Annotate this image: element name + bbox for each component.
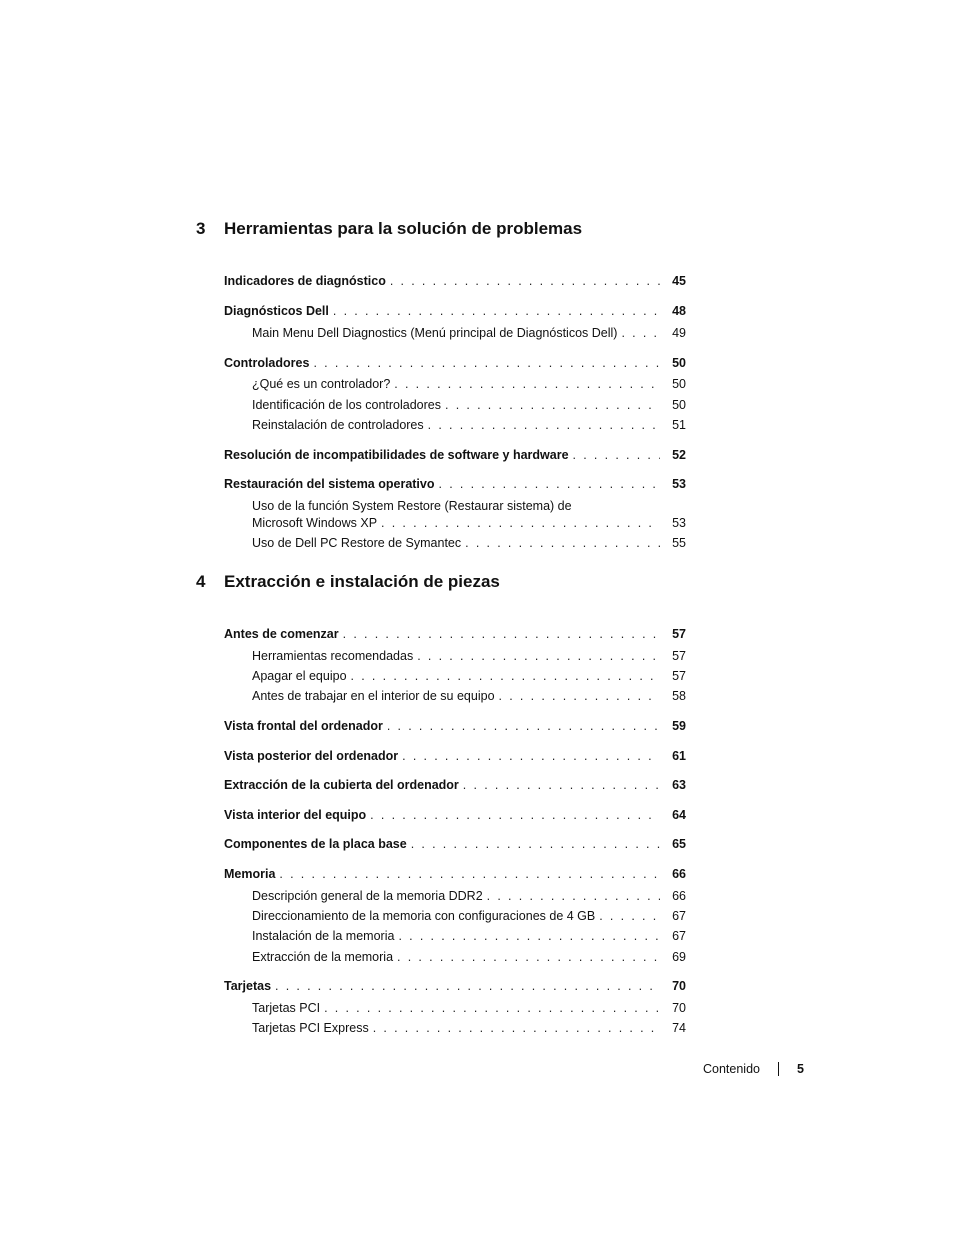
toc-subentry[interactable] <box>252 418 686 432</box>
toc-entry[interactable] <box>224 867 686 881</box>
footer-section: Contenido <box>703 1062 760 1076</box>
entry-page: 57 <box>672 649 686 663</box>
entry-page: 70 <box>672 979 686 993</box>
chapter-number: 4 <box>196 572 206 591</box>
chapter-heading <box>196 572 686 592</box>
toc-subentry[interactable] <box>252 889 686 903</box>
toc-entry[interactable] <box>224 448 686 462</box>
entry-page: 48 <box>672 304 686 318</box>
chapter-3 <box>196 219 686 550</box>
toc-entry[interactable] <box>224 627 686 641</box>
chapter-title: Herramientas para la solución de problemas <box>224 219 583 238</box>
chapter-4 <box>196 572 686 1035</box>
entry-title: Indicadores de diagnóstico <box>224 274 386 288</box>
entry-title: Tarjetas PCI <box>252 1001 321 1015</box>
entry-title: Resolución de incompatibilidades de software y hardware <box>224 448 569 462</box>
toc-entry[interactable] <box>224 719 686 733</box>
entry-page: 67 <box>672 929 686 943</box>
toc-subentry[interactable] <box>252 649 686 663</box>
toc-subentry[interactable] <box>252 669 686 683</box>
entry-page: 64 <box>672 808 686 822</box>
entry-title: Apagar el equipo <box>252 669 347 683</box>
chapter-heading <box>196 219 686 239</box>
toc-subentry[interactable] <box>252 377 686 391</box>
chapter-number: 3 <box>196 219 206 238</box>
footer-divider <box>778 1062 779 1076</box>
toc-subentry[interactable] <box>252 398 686 412</box>
entry-title: Tarjetas <box>224 979 272 993</box>
page-number: 5 <box>797 1062 804 1076</box>
entry-page: 45 <box>672 274 686 288</box>
entry-page: 55 <box>672 536 686 550</box>
entry-title: Main Menu Dell Diagnostics (Menú principal de Diagnósticos Dell) <box>252 326 618 340</box>
toc-subentry[interactable] <box>252 1001 686 1015</box>
entry-page: 53 <box>672 477 686 491</box>
entry-title: Vista interior del equipo <box>224 808 367 822</box>
entry-title: Extracción de la cubierta del ordenador <box>224 778 459 792</box>
entry-title: Restauración del sistema operativo <box>224 477 435 491</box>
entry-title: Direccionamiento de la memoria con configuraciones de 4 GB <box>252 909 596 923</box>
entry-title: Componentes de la placa base <box>224 837 407 851</box>
entry-page: 69 <box>672 950 686 964</box>
entry-page: 57 <box>672 669 686 683</box>
toc-entry[interactable] <box>224 808 686 822</box>
entry-title: Memoria <box>224 867 276 881</box>
entry-page: 67 <box>672 909 686 923</box>
toc-entry[interactable] <box>224 749 686 763</box>
toc-entry[interactable] <box>224 477 686 491</box>
toc-entry[interactable] <box>224 274 686 288</box>
chapter-title: Extracción e instalación de piezas <box>224 572 500 591</box>
toc-subentry[interactable] <box>252 536 686 550</box>
toc-entry[interactable] <box>224 356 686 370</box>
entry-title: Antes de comenzar <box>224 627 339 641</box>
entry-page: 65 <box>672 837 686 851</box>
entry-title: Uso de Dell PC Restore de Symantec <box>252 536 462 550</box>
toc-entry[interactable] <box>224 979 686 993</box>
entry-title: Vista posterior del ordenador <box>224 749 399 763</box>
entry-title: Descripción general de la memoria DDR2 <box>252 889 483 903</box>
entry-page: 70 <box>672 1001 686 1015</box>
entry-title: Antes de trabajar en el interior de su equipo <box>252 689 495 703</box>
entry-page: 66 <box>672 867 686 881</box>
entry-title: Extracción de la memoria <box>252 950 394 964</box>
entry-page: 63 <box>672 778 686 792</box>
entry-page: 74 <box>672 1021 686 1035</box>
page-footer <box>703 1062 804 1076</box>
toc-entry[interactable] <box>224 304 686 318</box>
toc-entry[interactable] <box>224 837 686 851</box>
toc-subentry[interactable] <box>252 909 686 923</box>
toc-subentry[interactable] <box>252 929 686 943</box>
entry-title: Identificación de los controladores <box>252 398 442 412</box>
toc-subentry[interactable] <box>252 689 686 703</box>
entry-title-line1: Uso de la función System Restore (Restaurar sistema) de <box>252 499 572 513</box>
entry-title: Instalación de la memoria <box>252 929 395 943</box>
entry-page: 58 <box>672 689 686 703</box>
entry-page: 50 <box>672 356 686 370</box>
toc-subentry[interactable] <box>252 1021 686 1035</box>
entry-page: 50 <box>672 377 686 391</box>
entry-title: Controladores <box>224 356 310 370</box>
entry-title: Tarjetas PCI Express <box>252 1021 369 1035</box>
entry-title: Microsoft Windows XP <box>252 516 378 530</box>
toc-entry[interactable] <box>224 778 686 792</box>
entry-page: 66 <box>672 889 686 903</box>
entry-page: 49 <box>672 326 686 340</box>
entry-title: Reinstalación de controladores <box>252 418 424 432</box>
toc-subentry[interactable] <box>252 950 686 964</box>
entry-page: 59 <box>672 719 686 733</box>
entry-title: Diagnósticos Dell <box>224 304 329 318</box>
toc-subentry[interactable] <box>252 326 686 340</box>
entry-page: 57 <box>672 627 686 641</box>
entry-page: 61 <box>672 749 686 763</box>
entry-page: 51 <box>672 418 686 432</box>
entry-page: 53 <box>672 516 686 530</box>
entry-title: Herramientas recomendadas <box>252 649 414 663</box>
entry-title: ¿Qué es un controlador? <box>252 377 391 391</box>
entry-title: Vista frontal del ordenador <box>224 719 383 733</box>
entry-page: 52 <box>672 448 686 462</box>
entry-page: 50 <box>672 398 686 412</box>
